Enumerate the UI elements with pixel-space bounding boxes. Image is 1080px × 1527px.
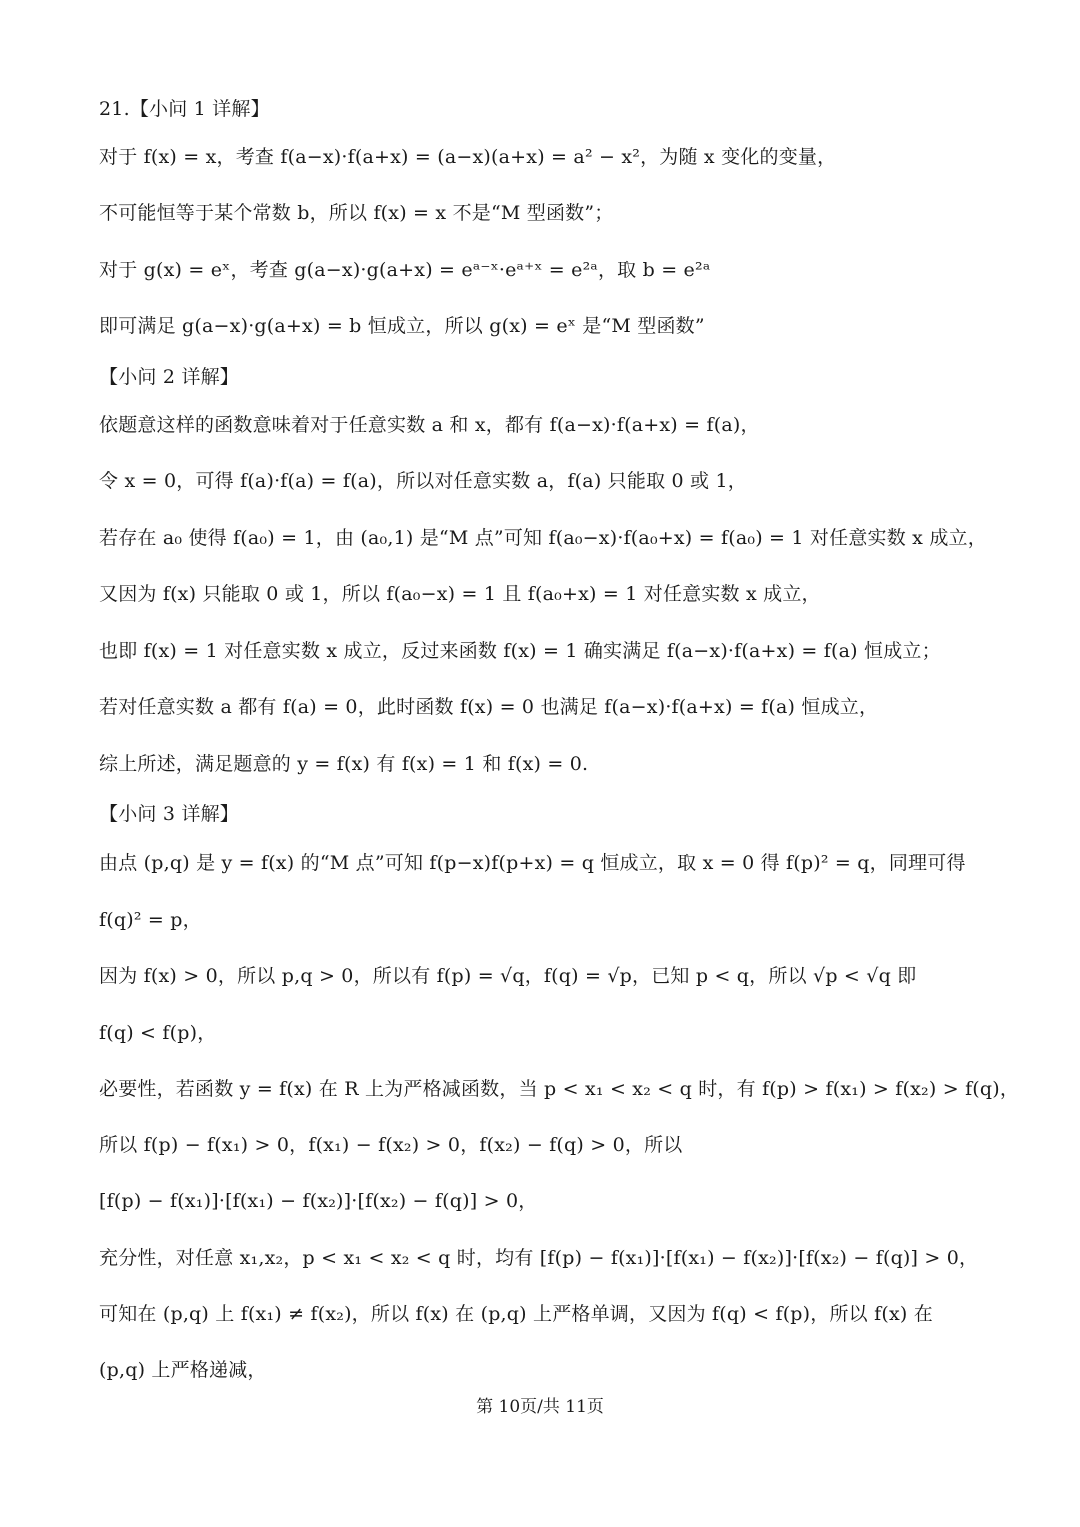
text-line: 若对任意实数 a 都有 f(a) = 0，此时函数 f(x) = 0 也满足 f(a−x)·f(a+x) = f(a) 恒成立，: [99, 696, 879, 718]
section-heading-3: 【小问 3 详解】: [99, 803, 239, 825]
text-line: f(q)² = p，: [99, 909, 202, 931]
text-line: 因为 f(x) > 0，所以 p,q > 0，所以有 f(p) = √q，f(q) = √p，已知 p < q，所以 √p < √q 即: [99, 965, 917, 987]
text-line: f(q) < f(p)，: [99, 1022, 217, 1044]
text-line: 不可能恒等于某个常数 b，所以 f(x) = x 不是“M 型函数”；: [99, 202, 614, 224]
section-heading-2: 【小问 2 详解】: [99, 366, 239, 388]
text-line: 充分性，对任意 x₁,x₂，p < x₁ < x₂ < q 时，均有 [f(p) − f(x₁)]·[f(x₁) − f(x₂)]·[f(x₂) − f(q)] > 0，: [99, 1247, 979, 1269]
text-line: (p,q) 上严格递减，: [99, 1359, 267, 1381]
text-line: [f(p) − f(x₁)]·[f(x₁) − f(x₂)]·[f(x₂) − f(q)] > 0，: [99, 1190, 538, 1212]
text-line: 依题意这样的函数意味着对于任意实数 a 和 x，都有 f(a−x)·f(a+x) = f(a)，: [99, 414, 760, 436]
text-line: 对于 g(x) = eˣ，考查 g(a−x)·g(a+x) = eᵃ⁻ˣ·eᵃ⁺ˣ = e²ᵃ，取 b = e²ᵃ: [99, 259, 711, 281]
text-line: 若存在 a₀ 使得 f(a₀) = 1，由 (a₀,1) 是“M 点”可知 f(a₀−x)·f(a₀+x) = f(a₀) = 1 对任意实数 x 成立，: [99, 527, 987, 549]
text-line: 必要性，若函数 y = f(x) 在 R 上为严格减函数，当 p < x₁ < x₂ < q 时，有 f(p) > f(x₁) > f(x₂) > f(q)，: [99, 1078, 1020, 1100]
text-line: 也即 f(x) = 1 对任意实数 x 成立，反过来函数 f(x) = 1 确实满足 f(a−x)·f(a+x) = f(a) 恒成立；: [99, 640, 941, 662]
text-line: 又因为 f(x) 只能取 0 或 1，所以 f(a₀−x) = 1 且 f(a₀+x) = 1 对任意实数 x 成立，: [99, 583, 821, 605]
text-line: 所以 f(p) − f(x₁) > 0，f(x₁) − f(x₂) > 0，f(x₂) − f(q) > 0，所以: [99, 1134, 683, 1156]
text-line: 即可满足 g(a−x)·g(a+x) = b 恒成立，所以 g(x) = eˣ 是“M 型函数”: [99, 315, 705, 337]
text-line: 对于 f(x) = x，考查 f(a−x)·f(a+x) = (a−x)(a+x) = a² − x²，为随 x 变化的变量，: [99, 146, 837, 168]
text-line: 由点 (p,q) 是 y = f(x) 的“M 点”可知 f(p−x)f(p+x) = q 恒成立，取 x = 0 得 f(p)² = q，同理可得: [99, 852, 966, 874]
section-heading-1: 21.【小问 1 详解】: [99, 98, 270, 120]
page-number: 第 10页/共 11页: [476, 1397, 604, 1417]
text-line: 可知在 (p,q) 上 f(x₁) ≠ f(x₂)，所以 f(x) 在 (p,q) 上严格单调，又因为 f(q) < f(p)，所以 f(x) 在: [99, 1303, 933, 1325]
text-line: 综上所述，满足题意的 y = f(x) 有 f(x) = 1 和 f(x) = 0.: [99, 753, 589, 775]
text-line: 令 x = 0，可得 f(a)·f(a) = f(a)，所以对任意实数 a，f(a) 只能取 0 或 1，: [99, 470, 747, 492]
